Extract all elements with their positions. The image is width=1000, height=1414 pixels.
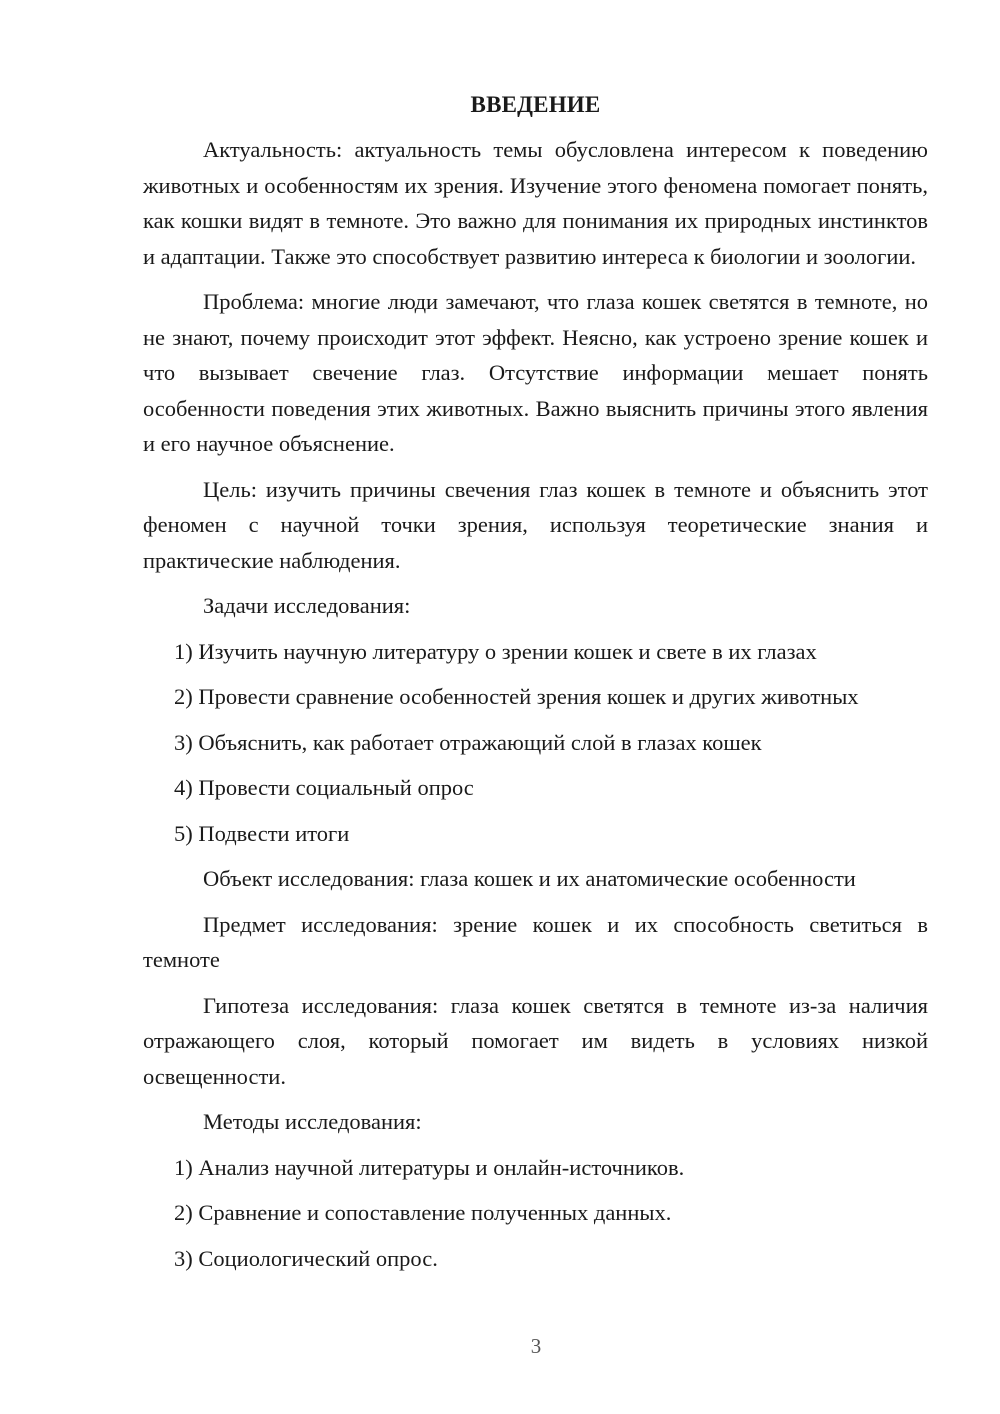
relevance-paragraph: Актуальность: актуальность темы обусловлена интересом к поведению животных и особенностям их зрения. Изучение этого феномена помогает понять, как кошки видят в темноте. Это важно для понимания их природных инстинктов и адаптации. Также это способствует развитию интереса к биологии и зоологии.: [143, 137, 928, 269]
list-item: 2) Сравнение и сопоставление полученных данных.: [174, 1200, 672, 1225]
page-number: 3: [530, 1334, 542, 1358]
tasks-heading: Задачи исследования:: [203, 593, 411, 618]
list-item: 4) Провести социальный опрос: [174, 775, 474, 800]
list-item: 1) Изучить научную литературу о зрении кошек и свете в их глазах: [174, 638, 817, 664]
object-paragraph: Объект исследования: глаза кошек и их анатомические особенности: [203, 866, 856, 891]
hypothesis-paragraph: Гипотеза исследования: глаза кошек светятся в темноте из-за наличия отражающего слоя, который помогает им видеть в условиях низкой освещенности.: [143, 992, 928, 1089]
tasks-list: [143, 634, 928, 852]
list-item: 1) Анализ научной литературы и онлайн-источников.: [174, 1154, 685, 1180]
list-item: 2) Провести сравнение особенностей зрения кошек и других животных: [174, 684, 859, 709]
subject-paragraph: Предмет исследования: зрение кошек и их способность светиться в темноте: [143, 911, 928, 972]
list-item: 3) Объяснить, как работает отражающий слой в глазах кошек: [174, 729, 762, 755]
problem-paragraph: Проблема: многие люди замечают, что глаза кошек светятся в темноте, но не знают, почему происходит этот эффект. Неясно, как устроено зрение кошек и что вызывает свечение глаз. Отсутствие информации мешает понять особенности поведения этих животных. Важно выяснить причины этого явления и его научное объяснение.: [143, 289, 928, 456]
methods-heading: Методы исследования:: [203, 1109, 422, 1134]
methods-list: [143, 1150, 928, 1277]
section-title: ВВЕДЕНИЕ: [470, 92, 601, 117]
list-item: 5) Подвести итоги: [174, 820, 350, 846]
document-page: [143, 92, 928, 1286]
goal-paragraph: Цель: изучить причины свечения глаз кошек в темноте и объяснить этот феномен с научной точки зрения, используя теоретические знания и практические наблюдения.: [143, 476, 928, 573]
list-item: 3) Социологический опрос.: [174, 1245, 438, 1271]
